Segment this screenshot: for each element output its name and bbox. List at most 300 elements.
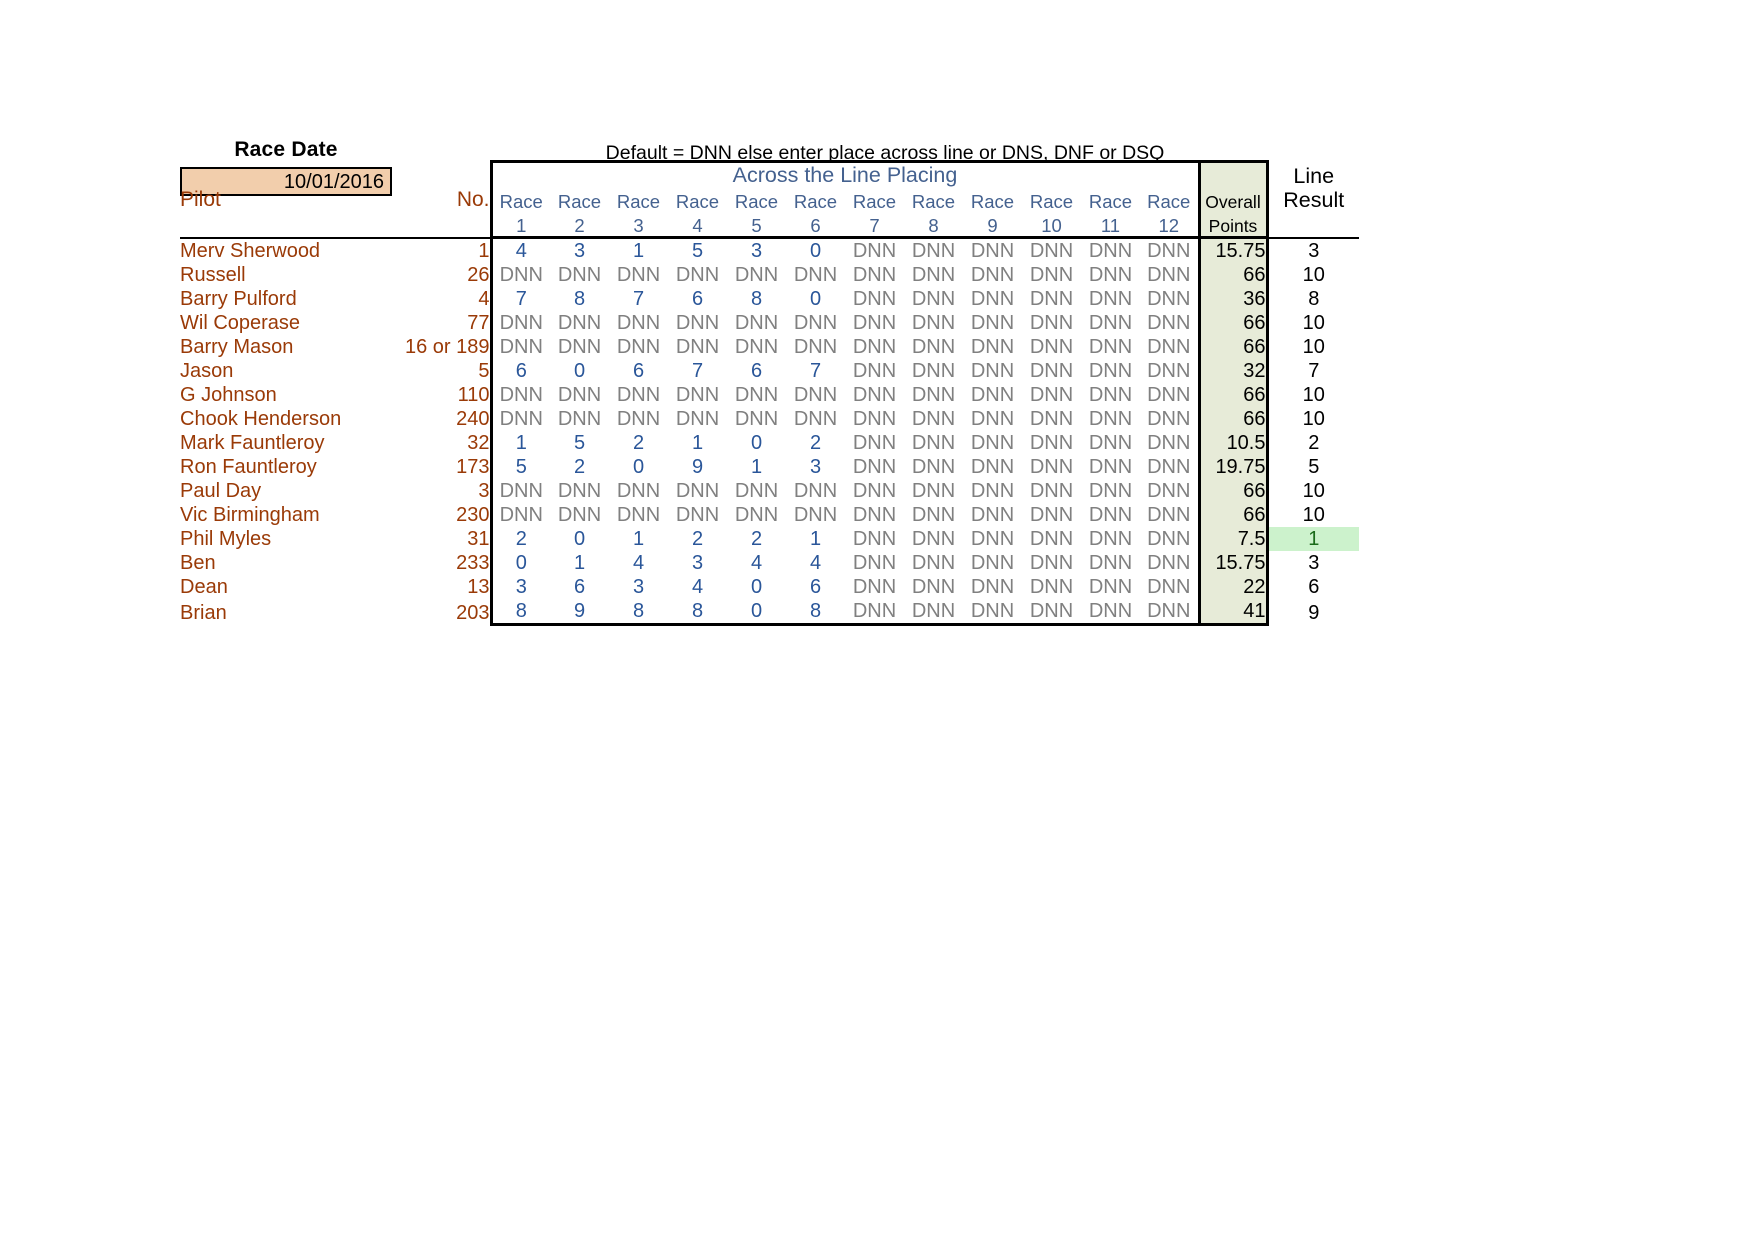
race-3-header-number: 3 bbox=[609, 212, 668, 238]
race-1-placing-cell[interactable]: 1 bbox=[491, 431, 550, 455]
pilot-name-cell[interactable]: Phil Myles bbox=[180, 528, 272, 550]
pilot-number-cell[interactable]: 4 bbox=[478, 288, 490, 310]
race-5-placing-cell[interactable]: 6 bbox=[750, 360, 763, 382]
race-7-placing-cell[interactable]: DNN bbox=[852, 312, 897, 334]
pilot-number-cell[interactable]: 13 bbox=[467, 576, 490, 598]
race-9-placing-cell[interactable]: DNN bbox=[963, 599, 1022, 625]
race-11-placing-cell[interactable]: DNN bbox=[1088, 528, 1133, 550]
race-3-placing-cell[interactable]: 7 bbox=[632, 288, 645, 310]
race-8-placing-cell[interactable]: DNN bbox=[911, 384, 956, 406]
race-12-placing-cell[interactable]: DNN bbox=[1140, 551, 1199, 575]
race-8-placing-cell[interactable]: DNN bbox=[911, 408, 956, 430]
race-11-placing-cell[interactable]: DNN bbox=[1088, 360, 1133, 382]
pilot-number-cell[interactable]: 173 bbox=[456, 456, 490, 478]
race-7-placing-cell[interactable]: DNN bbox=[852, 264, 897, 286]
table-row bbox=[180, 455, 1359, 479]
race-8-placing-cell[interactable]: DNN bbox=[904, 599, 963, 625]
table-row bbox=[180, 383, 1359, 407]
race-12-placing-cell[interactable]: DNN bbox=[1140, 479, 1199, 503]
pilot-name-cell[interactable]: Ben bbox=[180, 552, 216, 574]
race-6-placing-cell[interactable]: DNN bbox=[793, 264, 838, 286]
line-result-cell[interactable]: 5 bbox=[1308, 456, 1320, 478]
race-4-placing-cell[interactable]: 6 bbox=[691, 288, 704, 310]
overall-points-cell[interactable]: 66 bbox=[1199, 335, 1267, 359]
race-10-placing-cell[interactable]: DNN bbox=[1029, 240, 1074, 262]
pilot-number-cell[interactable]: 32 bbox=[467, 432, 490, 454]
race-1-placing-cell[interactable]: DNN bbox=[491, 335, 550, 359]
pilot-header-underline bbox=[180, 212, 395, 238]
pilot-column-header: Pilot bbox=[180, 188, 221, 211]
race-9-placing-cell[interactable]: DNN bbox=[970, 240, 1015, 262]
overall-points-cell[interactable]: 41 bbox=[1199, 599, 1267, 625]
race-6-placing-cell[interactable]: 0 bbox=[809, 288, 822, 310]
race-6-placing-cell[interactable]: 4 bbox=[809, 552, 822, 574]
race-11-placing-cell[interactable]: DNN bbox=[1088, 240, 1133, 262]
race-8-placing-cell[interactable]: DNN bbox=[911, 312, 956, 334]
table-row bbox=[180, 359, 1359, 383]
race-11-placing-cell[interactable]: DNN bbox=[1088, 264, 1133, 286]
pilot-number-cell[interactable]: 16 or 189 bbox=[404, 336, 490, 358]
race-6-placing-cell[interactable]: DNN bbox=[793, 312, 838, 334]
race-11-placing-cell[interactable]: DNN bbox=[1088, 336, 1133, 358]
race-1-placing-cell[interactable]: DNN bbox=[491, 503, 550, 527]
race-4-placing-cell[interactable]: 4 bbox=[691, 576, 704, 598]
race-7-placing-cell[interactable]: DNN bbox=[852, 384, 897, 406]
race-9-placing-cell[interactable]: DNN bbox=[970, 384, 1015, 406]
race-6-placing-cell[interactable]: 7 bbox=[809, 360, 822, 382]
overall-points-cell[interactable]: 66 bbox=[1199, 383, 1267, 407]
race-12-placing-cell[interactable]: DNN bbox=[1140, 383, 1199, 407]
pilot-number-cell[interactable]: 26 bbox=[467, 264, 490, 286]
race-8-placing-cell[interactable]: DNN bbox=[911, 336, 956, 358]
table-row bbox=[180, 479, 1359, 503]
race-11-placing-cell[interactable]: DNN bbox=[1088, 504, 1133, 526]
race-6-placing-cell[interactable]: DNN bbox=[793, 408, 838, 430]
line-result-cell[interactable]: 3 bbox=[1308, 552, 1320, 574]
no-header-underline bbox=[395, 212, 491, 238]
pilot-name-cell[interactable]: Chook Henderson bbox=[180, 408, 342, 430]
race-11-placing-cell[interactable]: DNN bbox=[1088, 552, 1133, 574]
race-9-placing-cell[interactable]: DNN bbox=[970, 432, 1015, 454]
overall-points-cell[interactable]: 22 bbox=[1199, 575, 1267, 599]
race-7-placing-cell[interactable]: DNN bbox=[852, 288, 897, 310]
race-12-placing-cell[interactable]: DNN bbox=[1140, 431, 1199, 455]
overall-points-cell[interactable]: 32 bbox=[1199, 359, 1267, 383]
race-11-placing-cell[interactable]: DNN bbox=[1088, 432, 1133, 454]
pilot-number-cell[interactable]: 203 bbox=[456, 601, 490, 624]
race-3-placing-cell[interactable]: 1 bbox=[632, 240, 645, 262]
race-1-placing-cell[interactable]: 2 bbox=[491, 527, 550, 551]
race-6-placing-cell[interactable]: 8 bbox=[786, 599, 845, 625]
race-10-placing-cell[interactable]: DNN bbox=[1029, 384, 1074, 406]
race-12-placing-cell[interactable]: DNN bbox=[1140, 287, 1199, 311]
race-5-placing-cell[interactable]: DNN bbox=[734, 408, 779, 430]
race-12-placing-cell[interactable]: DNN bbox=[1140, 407, 1199, 431]
section-title-spacer-pilot bbox=[180, 162, 491, 189]
race-4-placing-cell[interactable]: 9 bbox=[691, 456, 704, 478]
overall-points-title-spacer bbox=[1199, 162, 1267, 189]
race-9-header-word: Race bbox=[970, 191, 1015, 212]
line-result-header: Line bbox=[1293, 164, 1335, 188]
pilot-name-cell[interactable]: Ron Fauntleroy bbox=[180, 456, 317, 478]
race-5-placing-cell[interactable]: 0 bbox=[750, 432, 763, 454]
race-10-placing-cell[interactable]: DNN bbox=[1029, 408, 1074, 430]
race-3-placing-cell[interactable]: DNN bbox=[616, 312, 661, 334]
race-12-header-number: 12 bbox=[1140, 212, 1199, 238]
race-1-placing-cell[interactable]: 6 bbox=[491, 359, 550, 383]
race-2-placing-cell[interactable]: DNN bbox=[557, 480, 602, 502]
overall-points-cell[interactable]: 7.5 bbox=[1199, 527, 1267, 551]
race-4-placing-cell[interactable]: DNN bbox=[675, 264, 720, 286]
race-11-placing-cell[interactable]: DNN bbox=[1088, 384, 1133, 406]
section-title-row bbox=[180, 162, 1359, 189]
race-4-placing-cell[interactable]: DNN bbox=[675, 408, 720, 430]
pilot-name-cell[interactable]: Vic Birmingham bbox=[180, 504, 320, 526]
race-3-header-word: Race bbox=[616, 191, 661, 212]
race-3-placing-cell[interactable]: DNN bbox=[616, 408, 661, 430]
race-8-placing-cell[interactable]: DNN bbox=[911, 576, 956, 598]
race-2-placing-cell[interactable]: 1 bbox=[573, 552, 586, 574]
race-10-placing-cell[interactable]: DNN bbox=[1029, 456, 1074, 478]
race-10-placing-cell[interactable]: DNN bbox=[1029, 264, 1074, 286]
line-result-cell[interactable]: 9 bbox=[1308, 601, 1320, 624]
race-9-placing-cell[interactable]: DNN bbox=[970, 360, 1015, 382]
race-11-placing-cell[interactable]: DNN bbox=[1088, 576, 1133, 598]
race-2-placing-cell[interactable]: 9 bbox=[550, 599, 609, 625]
race-1-placing-cell[interactable]: DNN bbox=[491, 479, 550, 503]
race-6-placing-cell[interactable]: DNN bbox=[793, 504, 838, 526]
race-1-placing-cell[interactable]: DNN bbox=[491, 311, 550, 335]
race-3-placing-cell[interactable]: DNN bbox=[616, 480, 661, 502]
line-result-cell[interactable]: 10 bbox=[1302, 384, 1325, 406]
pilot-name-cell[interactable]: Dean bbox=[180, 576, 228, 598]
race-9-placing-cell[interactable]: DNN bbox=[970, 408, 1015, 430]
race-7-placing-cell[interactable]: DNN bbox=[852, 504, 897, 526]
line-result-header-line2: Result bbox=[1283, 188, 1345, 212]
race-6-placing-cell[interactable]: 3 bbox=[809, 456, 822, 478]
race-6-placing-cell[interactable]: DNN bbox=[793, 336, 838, 358]
race-5-placing-cell[interactable]: 3 bbox=[750, 240, 763, 262]
race-4-placing-cell[interactable]: DNN bbox=[675, 384, 720, 406]
race-8-placing-cell[interactable]: DNN bbox=[911, 528, 956, 550]
race-6-placing-cell[interactable]: 2 bbox=[809, 432, 822, 454]
race-5-placing-cell[interactable]: DNN bbox=[734, 480, 779, 502]
race-7-placing-cell[interactable]: DNN bbox=[852, 408, 897, 430]
pilot-number-cell[interactable]: 1 bbox=[478, 240, 490, 262]
race-9-placing-cell[interactable]: DNN bbox=[970, 480, 1015, 502]
line-result-cell[interactable]: 2 bbox=[1308, 432, 1320, 454]
race-7-placing-cell[interactable]: DNN bbox=[852, 360, 897, 382]
pilot-number-cell[interactable]: 3 bbox=[478, 480, 490, 502]
race-10-placing-cell[interactable]: DNN bbox=[1029, 504, 1074, 526]
pilot-name-cell[interactable]: Jason bbox=[180, 360, 234, 382]
race-6-placing-cell[interactable]: DNN bbox=[793, 480, 838, 502]
race-1-placing-cell[interactable]: 5 bbox=[491, 455, 550, 479]
line-result-cell[interactable]: 10 bbox=[1302, 264, 1325, 286]
line-result-cell[interactable]: 10 bbox=[1302, 408, 1325, 430]
column-header-row-bottom bbox=[180, 212, 1359, 238]
table-row bbox=[180, 311, 1359, 335]
race-3-placing-cell[interactable]: 3 bbox=[632, 576, 645, 598]
pilot-number-cell[interactable]: 5 bbox=[478, 360, 490, 382]
overall-points-cell[interactable]: 66 bbox=[1199, 503, 1267, 527]
race-8-placing-cell[interactable]: DNN bbox=[911, 552, 956, 574]
race-11-placing-cell[interactable]: DNN bbox=[1088, 456, 1133, 478]
race-4-placing-cell[interactable]: 2 bbox=[691, 528, 704, 550]
race-2-placing-cell[interactable]: 8 bbox=[573, 288, 586, 310]
race-5-placing-cell[interactable]: 0 bbox=[750, 576, 763, 598]
table-row bbox=[180, 407, 1359, 431]
overall-points-cell[interactable]: 66 bbox=[1199, 263, 1267, 287]
race-7-header-word: Race bbox=[852, 191, 897, 212]
race-10-header-number: 10 bbox=[1022, 212, 1081, 238]
across-the-line-placing-title: Across the Line Placing bbox=[491, 162, 1199, 189]
race-2-placing-cell[interactable]: 5 bbox=[573, 432, 586, 454]
race-4-placing-cell[interactable]: DNN bbox=[675, 312, 720, 334]
race-9-placing-cell[interactable]: DNN bbox=[970, 288, 1015, 310]
race-9-header-number: 9 bbox=[963, 212, 1022, 238]
race-8-placing-cell[interactable]: DNN bbox=[911, 264, 956, 286]
race-2-placing-cell[interactable]: 0 bbox=[573, 528, 586, 550]
race-11-placing-cell[interactable]: DNN bbox=[1088, 408, 1133, 430]
race-2-placing-cell[interactable]: DNN bbox=[557, 504, 602, 526]
race-1-placing-cell[interactable]: 8 bbox=[491, 599, 550, 625]
race-11-placing-cell[interactable]: DNN bbox=[1088, 480, 1133, 502]
pilot-number-cell[interactable]: 31 bbox=[467, 528, 490, 550]
race-4-header-number: 4 bbox=[668, 212, 727, 238]
line-result-cell[interactable]: 10 bbox=[1302, 336, 1325, 358]
overall-points-cell[interactable]: 19.75 bbox=[1199, 455, 1267, 479]
race-4-placing-cell[interactable]: 8 bbox=[668, 599, 727, 625]
race-2-placing-cell[interactable]: DNN bbox=[557, 312, 602, 334]
race-7-placing-cell[interactable]: DNN bbox=[852, 336, 897, 358]
race-8-placing-cell[interactable]: DNN bbox=[911, 504, 956, 526]
race-1-header-word: Race bbox=[491, 188, 550, 212]
race-7-placing-cell[interactable]: DNN bbox=[852, 528, 897, 550]
column-header-row-top bbox=[180, 188, 1359, 212]
race-12-placing-cell[interactable]: DNN bbox=[1140, 575, 1199, 599]
pilot-name-cell[interactable]: Barry Mason bbox=[180, 336, 294, 358]
race-5-placing-cell[interactable]: DNN bbox=[734, 336, 779, 358]
table-row bbox=[180, 551, 1359, 575]
race-9-placing-cell[interactable]: DNN bbox=[970, 312, 1015, 334]
race-5-placing-cell[interactable]: DNN bbox=[734, 312, 779, 334]
race-2-placing-cell[interactable]: DNN bbox=[557, 264, 602, 286]
race-8-placing-cell[interactable]: DNN bbox=[911, 432, 956, 454]
line-result-cell[interactable]: 3 bbox=[1308, 240, 1320, 262]
race-5-placing-cell[interactable]: 4 bbox=[750, 552, 763, 574]
race-11-placing-cell[interactable]: DNN bbox=[1081, 599, 1140, 625]
overall-points-cell[interactable]: 36 bbox=[1199, 287, 1267, 311]
pilot-number-cell[interactable]: 230 bbox=[456, 504, 490, 526]
race-9-placing-cell[interactable]: DNN bbox=[970, 456, 1015, 478]
race-1-placing-cell[interactable]: DNN bbox=[491, 263, 550, 287]
pilot-name-cell[interactable]: Brian bbox=[180, 601, 227, 624]
race-2-placing-cell[interactable]: 6 bbox=[573, 576, 586, 598]
line-result-cell[interactable]: 10 bbox=[1302, 480, 1325, 502]
race-6-placing-cell[interactable]: DNN bbox=[793, 384, 838, 406]
race-4-placing-cell[interactable]: DNN bbox=[675, 504, 720, 526]
race-5-placing-cell[interactable]: 2 bbox=[750, 528, 763, 550]
race-8-placing-cell[interactable]: DNN bbox=[911, 240, 956, 262]
race-2-header-word: Race bbox=[557, 191, 602, 212]
race-3-placing-cell[interactable]: 6 bbox=[632, 360, 645, 382]
race-1-placing-cell[interactable]: DNN bbox=[491, 383, 550, 407]
race-1-placing-cell[interactable]: 7 bbox=[491, 287, 550, 311]
race-3-placing-cell[interactable]: DNN bbox=[616, 384, 661, 406]
pilot-name-cell[interactable]: Russell bbox=[180, 264, 246, 286]
pilot-name-cell[interactable]: Wil Coperase bbox=[180, 312, 301, 334]
race-4-placing-cell[interactable]: 7 bbox=[691, 360, 704, 382]
race-8-placing-cell[interactable]: DNN bbox=[911, 456, 956, 478]
race-8-placing-cell[interactable]: DNN bbox=[911, 480, 956, 502]
race-12-placing-cell[interactable]: DNN bbox=[1140, 503, 1199, 527]
race-10-placing-cell[interactable]: DNN bbox=[1029, 336, 1074, 358]
race-7-placing-cell[interactable]: DNN bbox=[852, 576, 897, 598]
race-7-placing-cell[interactable]: DNN bbox=[852, 552, 897, 574]
overall-points-cell[interactable]: 66 bbox=[1199, 479, 1267, 503]
race-9-placing-cell[interactable]: DNN bbox=[970, 504, 1015, 526]
race-12-placing-cell[interactable]: DNN bbox=[1140, 311, 1199, 335]
race-12-placing-cell[interactable]: DNN bbox=[1140, 335, 1199, 359]
race-4-header-word: Race bbox=[675, 191, 720, 212]
race-6-placing-cell[interactable]: 1 bbox=[809, 528, 822, 550]
race-9-placing-cell[interactable]: DNN bbox=[970, 336, 1015, 358]
race-2-placing-cell[interactable]: 0 bbox=[573, 360, 586, 382]
race-12-placing-cell[interactable]: DNN bbox=[1140, 527, 1199, 551]
race-10-placing-cell[interactable]: DNN bbox=[1029, 312, 1074, 334]
race-4-placing-cell[interactable]: 3 bbox=[691, 552, 704, 574]
race-6-header-word: Race bbox=[793, 191, 838, 212]
race-12-placing-cell[interactable]: DNN bbox=[1140, 359, 1199, 383]
overall-points-cell[interactable]: 10.5 bbox=[1199, 431, 1267, 455]
race-2-placing-cell[interactable]: 3 bbox=[573, 240, 586, 262]
pilot-name-cell[interactable]: Paul Day bbox=[180, 480, 262, 502]
race-9-placing-cell[interactable]: DNN bbox=[970, 552, 1015, 574]
race-8-placing-cell[interactable]: DNN bbox=[911, 288, 956, 310]
race-2-placing-cell[interactable]: DNN bbox=[557, 408, 602, 430]
race-5-placing-cell[interactable]: DNN bbox=[734, 504, 779, 526]
race-12-placing-cell[interactable]: DNN bbox=[1140, 263, 1199, 287]
pilot-number-cell[interactable]: 233 bbox=[456, 552, 490, 574]
table-row bbox=[180, 599, 1359, 625]
race-date-label: Race Date bbox=[234, 138, 338, 161]
race-3-placing-cell[interactable]: 8 bbox=[609, 599, 668, 625]
race-3-placing-cell[interactable]: 4 bbox=[632, 552, 645, 574]
pilot-name-cell[interactable]: G Johnson bbox=[180, 384, 277, 406]
race-2-placing-cell[interactable]: DNN bbox=[557, 384, 602, 406]
race-1-placing-cell[interactable]: 3 bbox=[491, 575, 550, 599]
race-10-placing-cell[interactable]: DNN bbox=[1029, 552, 1074, 574]
table-row bbox=[180, 263, 1359, 287]
race-7-placing-cell[interactable]: DNN bbox=[852, 456, 897, 478]
race-7-placing-cell[interactable]: DNN bbox=[852, 240, 897, 262]
race-8-placing-cell[interactable]: DNN bbox=[911, 360, 956, 382]
overall-points-cell[interactable]: 15.75 bbox=[1199, 551, 1267, 575]
table-row bbox=[180, 431, 1359, 455]
race-10-placing-cell[interactable]: DNN bbox=[1029, 360, 1074, 382]
race-7-placing-cell[interactable]: DNN bbox=[845, 599, 904, 625]
race-9-placing-cell[interactable]: DNN bbox=[970, 528, 1015, 550]
race-5-placing-cell[interactable]: DNN bbox=[734, 384, 779, 406]
race-3-placing-cell[interactable]: DNN bbox=[616, 264, 661, 286]
race-3-placing-cell[interactable]: 0 bbox=[632, 456, 645, 478]
results-table bbox=[180, 160, 1359, 626]
race-6-placing-cell[interactable]: 6 bbox=[809, 576, 822, 598]
overall-points-cell[interactable]: 66 bbox=[1199, 311, 1267, 335]
race-10-placing-cell[interactable]: DNN bbox=[1029, 528, 1074, 550]
race-1-placing-cell[interactable]: 4 bbox=[491, 238, 550, 264]
race-12-placing-cell[interactable]: DNN bbox=[1140, 599, 1199, 625]
race-2-header-number: 2 bbox=[550, 212, 609, 238]
pilot-name-cell[interactable]: Merv Sherwood bbox=[180, 240, 321, 262]
table-row bbox=[180, 287, 1359, 311]
race-6-header-number: 6 bbox=[786, 212, 845, 238]
race-date-cell[interactable]: 10/01/2016 bbox=[180, 167, 392, 196]
pilot-name-cell[interactable]: Barry Pulford bbox=[180, 288, 297, 310]
race-2-placing-cell[interactable]: DNN bbox=[557, 336, 602, 358]
pilot-name-cell[interactable]: Mark Fauntleroy bbox=[180, 432, 325, 454]
race-5-placing-cell[interactable]: DNN bbox=[734, 264, 779, 286]
race-3-placing-cell[interactable]: 1 bbox=[632, 528, 645, 550]
race-10-placing-cell[interactable]: DNN bbox=[1022, 599, 1081, 625]
line-result-cell[interactable]: 1 bbox=[1267, 527, 1359, 551]
no-column-header: No. bbox=[456, 188, 490, 211]
race-10-placing-cell[interactable]: DNN bbox=[1029, 480, 1074, 502]
race-12-placing-cell[interactable]: DNN bbox=[1140, 455, 1199, 479]
race-5-placing-cell[interactable]: 8 bbox=[750, 288, 763, 310]
overall-points-cell[interactable]: 66 bbox=[1199, 407, 1267, 431]
line-result-cell[interactable]: 10 bbox=[1302, 312, 1325, 334]
race-9-placing-cell[interactable]: DNN bbox=[970, 576, 1015, 598]
race-5-header-number: 5 bbox=[727, 212, 786, 238]
race-7-placing-cell[interactable]: DNN bbox=[852, 432, 897, 454]
race-3-placing-cell[interactable]: 2 bbox=[632, 432, 645, 454]
race-4-placing-cell[interactable]: DNN bbox=[675, 480, 720, 502]
pilot-number-cell[interactable]: 110 bbox=[457, 384, 490, 406]
pilot-number-cell[interactable]: 77 bbox=[467, 312, 490, 334]
table-row bbox=[180, 527, 1359, 551]
race-4-placing-cell[interactable]: 1 bbox=[691, 432, 704, 454]
race-11-header-word: Race bbox=[1088, 191, 1133, 212]
race-5-placing-cell[interactable]: 0 bbox=[727, 599, 786, 625]
race-1-placing-cell[interactable]: 0 bbox=[491, 551, 550, 575]
race-5-placing-cell[interactable]: 1 bbox=[750, 456, 763, 478]
race-1-placing-cell[interactable]: DNN bbox=[491, 407, 550, 431]
race-10-placing-cell[interactable]: DNN bbox=[1029, 432, 1074, 454]
pilot-number-cell[interactable]: 240 bbox=[456, 408, 490, 430]
race-2-placing-cell[interactable]: 2 bbox=[573, 456, 586, 478]
race-3-placing-cell[interactable]: DNN bbox=[616, 336, 661, 358]
race-10-placing-cell[interactable]: DNN bbox=[1029, 576, 1074, 598]
race-7-placing-cell[interactable]: DNN bbox=[852, 480, 897, 502]
race-9-placing-cell[interactable]: DNN bbox=[970, 264, 1015, 286]
race-4-placing-cell[interactable]: DNN bbox=[675, 336, 720, 358]
race-11-placing-cell[interactable]: DNN bbox=[1088, 288, 1133, 310]
race-3-placing-cell[interactable]: DNN bbox=[616, 504, 661, 526]
race-4-placing-cell[interactable]: 5 bbox=[691, 240, 704, 262]
table-row bbox=[180, 238, 1359, 264]
line-result-cell[interactable]: 6 bbox=[1308, 576, 1320, 598]
race-11-placing-cell[interactable]: DNN bbox=[1088, 312, 1133, 334]
overall-points-cell[interactable]: 15.75 bbox=[1199, 238, 1267, 264]
race-12-placing-cell[interactable]: DNN bbox=[1140, 238, 1199, 264]
line-result-cell[interactable]: 7 bbox=[1308, 360, 1320, 382]
line-result-cell[interactable]: 8 bbox=[1308, 288, 1320, 310]
race-6-placing-cell[interactable]: 0 bbox=[809, 240, 822, 262]
line-result-cell[interactable]: 10 bbox=[1302, 504, 1325, 526]
race-10-placing-cell[interactable]: DNN bbox=[1029, 288, 1074, 310]
